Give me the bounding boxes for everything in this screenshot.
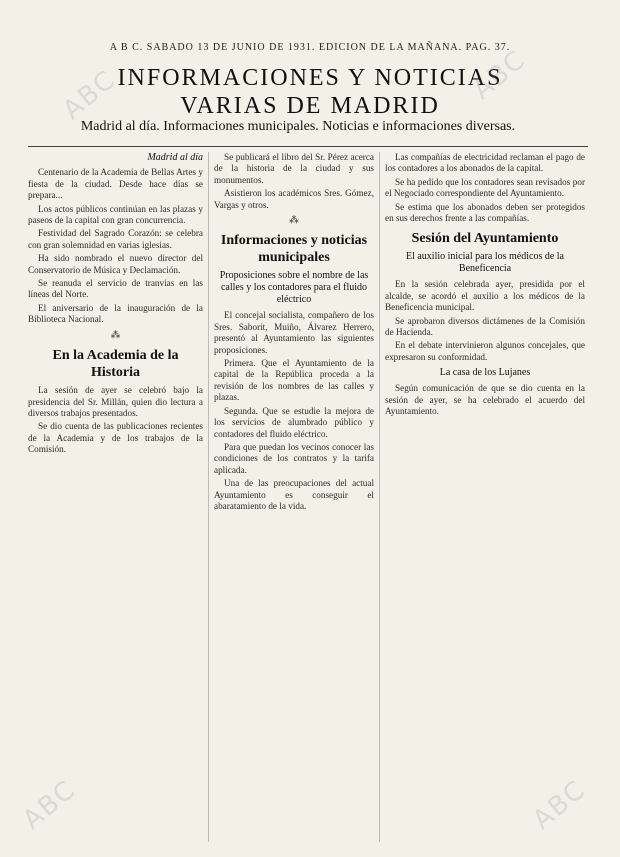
watermark-logo: ABC bbox=[527, 774, 593, 836]
article-paragraph: Primera. Que el Ayuntamiento de la capital de la República proceda a la revisión de los nombres de las calles y plazas. bbox=[214, 358, 374, 403]
ornament-divider: ⁂ bbox=[110, 329, 121, 341]
proposiciones-subheading: Proposiciones sobre el nombre de las calles y los contadores para el fluido eléctrico bbox=[219, 270, 369, 306]
article-paragraph: Ha sido nombrado el nuevo director del Conservatorio de Música y Declamación. bbox=[28, 253, 203, 275]
article-paragraph: Se reanuda el servicio de tranvías en las líneas del Norte. bbox=[28, 278, 203, 300]
article-paragraph: Festividad del Sagrado Corazón: se celebra con gran solemnidad en varias iglesias. bbox=[28, 228, 203, 250]
auxilio-subheading: El auxilio inicial para los médicos de la Beneficencia bbox=[405, 251, 564, 275]
article-paragraph: En la sesión celebrada ayer, presidida por el alcalde, se acordó el auxilio a los médicos de la Beneficencia municipal. bbox=[385, 279, 585, 313]
article-paragraph: Una de las preocupaciones del actual Ayuntamiento es conseguir el abaratamiento de la vida. bbox=[214, 478, 374, 511]
article-paragraph: Los actos públicos continúan en las plazas y paseos de la capital con gran concurrencia. bbox=[28, 203, 203, 226]
column-1 bbox=[28, 152, 203, 458]
title-line-1: INFORMACIONES Y NOTICIAS bbox=[117, 65, 503, 91]
watermark-logo: ABC bbox=[17, 774, 83, 836]
article-paragraph: Se aprobaron diversos dictámenes de la Comisión de Hacienda. bbox=[385, 315, 585, 338]
municipales-heading: Informaciones y noticias municipales bbox=[220, 233, 368, 266]
ornament-divider: ⁂ bbox=[289, 215, 299, 227]
rule-top bbox=[28, 146, 588, 147]
rule-col-1 bbox=[208, 152, 209, 842]
article-paragraph: El concejal socialista, compañero de los Sres. Saborit, Muiño, Álvarez Herrero, presentó al Ayuntamiento las siguientes proposiciones. bbox=[214, 310, 374, 355]
running-head: A B C. SABADO 13 DE JUNIO DE 1931. EDICION DE LA MAÑANA. PAG. 37. bbox=[109, 42, 511, 53]
column-2 bbox=[214, 152, 374, 514]
article-paragraph: Asistieron los académicos Sres. Gómez, Vargas y otros. bbox=[214, 188, 374, 210]
title-line-2: VARIAS DE MADRID bbox=[180, 93, 440, 119]
article-paragraph: Centenario de la Academia de Bellas Artes y fiesta de la ciudad. Desde hace días se prepara... bbox=[28, 167, 203, 201]
watermark-logo: ABC bbox=[467, 44, 533, 106]
ayuntamiento-heading: Sesión del Ayuntamiento bbox=[411, 231, 559, 247]
article-paragraph: Se dio cuenta de las publicaciones recientes de la Academia y de los trabajos de la Comisión. bbox=[28, 421, 203, 455]
article-paragraph: Según comunicación de que se dio cuenta en la sesión de ayer, se ha celebrado el acuerdo del Ayuntamiento. bbox=[385, 383, 585, 417]
article-paragraph: Se ha pedido que los contadores sean revisados por el Negociado correspondiente del Ayuntamiento. bbox=[385, 176, 585, 199]
article-paragraph: La sesión de ayer se celebró bajo la presidencia del Sr. Millán, quien dio lectura a diversos trabajos presentados. bbox=[28, 385, 203, 418]
article-paragraph: Para que puedan los vecinos conocer las condiciones de los contratos y la tarifa aplicada. bbox=[214, 441, 374, 475]
madrid-al-dia-heading: Madrid al día bbox=[147, 152, 203, 163]
article-paragraph: Se publicará el libro del Sr. Pérez acerca de la historia de la ciudad y sus monumentos. bbox=[214, 152, 374, 185]
article-paragraph: Se estima que los abonados deben ser protegidos en sus derechos frente a las compañías. bbox=[385, 201, 585, 224]
article-paragraph: Las compañías de electricidad reclaman el pago de los contadores a los abonados de la capital. bbox=[385, 152, 585, 174]
article-paragraph: En el debate intervinieron algunos concejales, que expresaron su conformidad. bbox=[385, 340, 585, 362]
column-3 bbox=[385, 152, 585, 420]
watermark-logo: ABC bbox=[57, 64, 123, 126]
article-paragraph: Segunda. Que se estudie la mejora de los servicios de alumbrado público y contadores del fluido eléctrico. bbox=[214, 405, 374, 439]
rule-col-2 bbox=[379, 152, 380, 842]
page-subtitle: Madrid al día. Informaciones municipales. Noticias e informaciones diversas. bbox=[80, 119, 516, 134]
academia-heading: En la Academia de la Historia bbox=[52, 348, 179, 381]
lujanes-heading: La casa de los Lujanes bbox=[439, 367, 531, 379]
article-paragraph: El aniversario de la inauguración de la Biblioteca Nacional. bbox=[28, 302, 203, 325]
